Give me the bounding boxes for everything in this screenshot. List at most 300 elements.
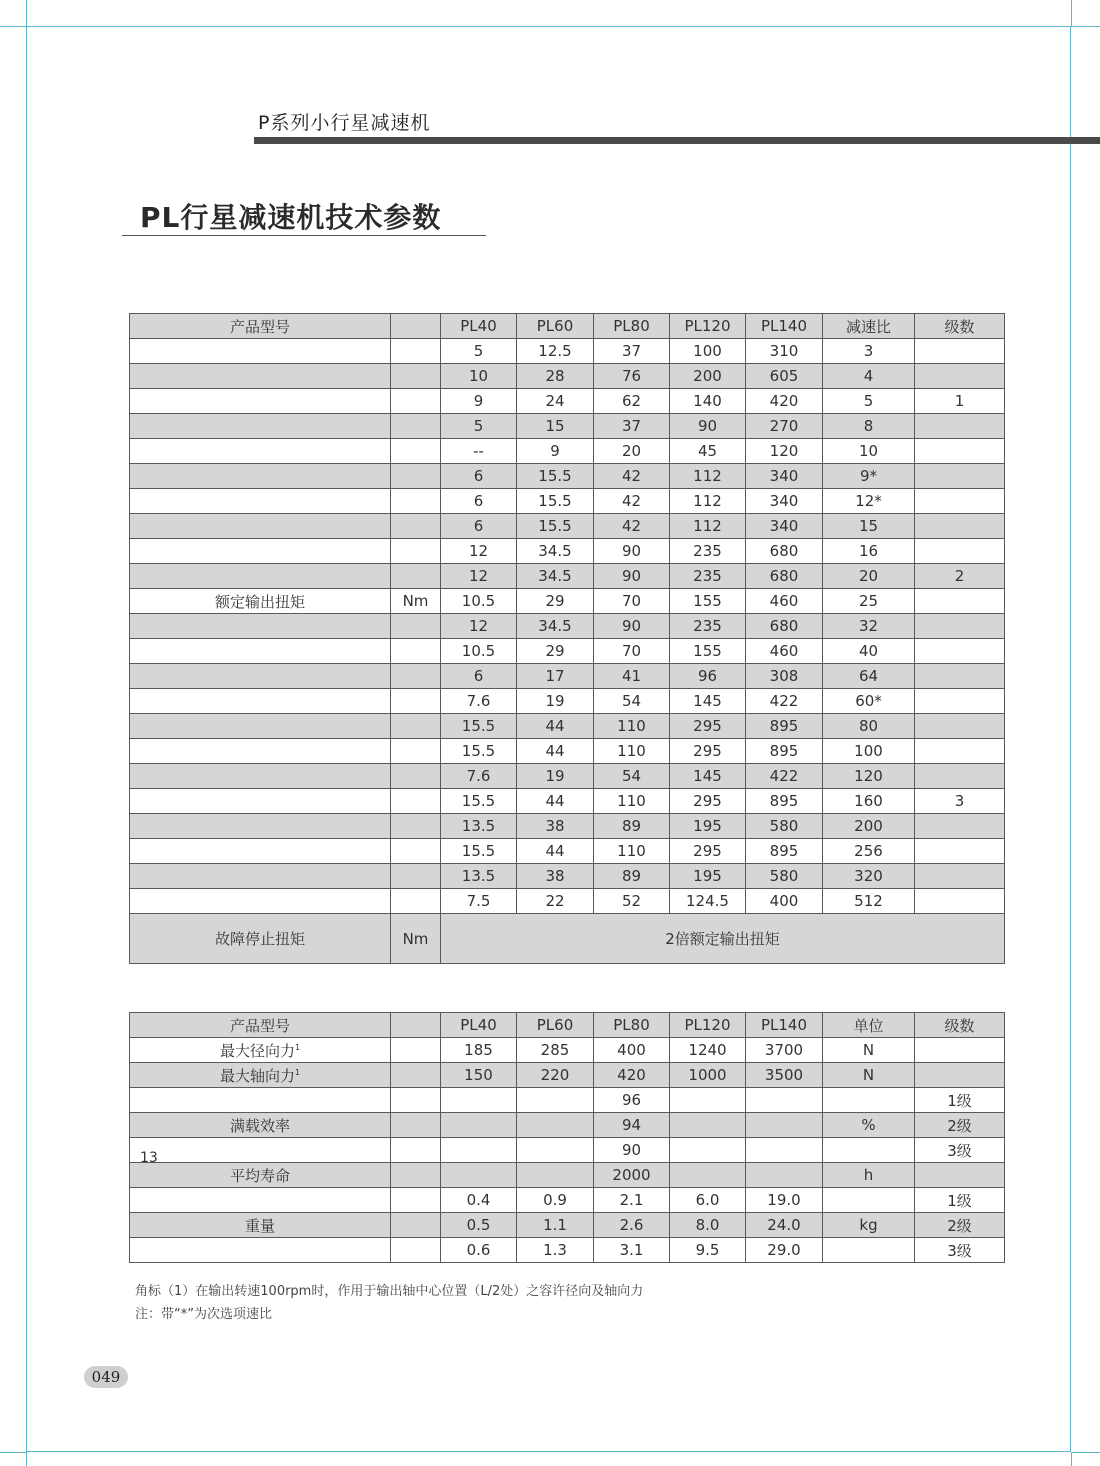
value-cell: 185	[441, 1038, 517, 1063]
value-cell	[391, 1088, 441, 1113]
value-cell: 15.5	[517, 464, 594, 489]
value-cell: 6	[441, 464, 517, 489]
value-cell: 3500	[746, 1063, 823, 1088]
value-cell: 20	[594, 439, 670, 464]
value-cell: 320	[823, 864, 915, 889]
stray-number: 13	[140, 1150, 158, 1166]
value-cell: 32	[823, 614, 915, 639]
value-cell: 19	[517, 689, 594, 714]
value-cell: 10	[823, 439, 915, 464]
value-cell: 17	[517, 664, 594, 689]
value-cell: 580	[746, 864, 823, 889]
label-cell	[130, 789, 391, 814]
value-cell	[823, 1138, 915, 1163]
unit-cell	[391, 639, 441, 664]
value-cell: 29	[517, 589, 594, 614]
torque-table	[129, 313, 1005, 964]
label-cell	[130, 364, 391, 389]
table-row	[130, 1038, 1005, 1063]
table-row	[130, 589, 1005, 614]
header-cell: PL60	[517, 1013, 594, 1038]
series-title: P系列小行星减速机	[258, 112, 431, 134]
value-cell: 460	[746, 589, 823, 614]
value-cell	[915, 589, 1005, 614]
value-cell: 200	[670, 364, 746, 389]
value-cell: 10	[441, 364, 517, 389]
value-cell: 12	[441, 564, 517, 589]
value-cell	[670, 1088, 746, 1113]
value-cell: 9*	[823, 464, 915, 489]
value-cell: 110	[594, 739, 670, 764]
value-cell: 0.6	[441, 1238, 517, 1263]
value-cell: 270	[746, 414, 823, 439]
footnote-marker: 1	[294, 1067, 301, 1077]
unit-cell	[391, 614, 441, 639]
value-cell: 110	[594, 714, 670, 739]
table-header-row	[130, 314, 1005, 339]
table-row	[130, 689, 1005, 714]
value-cell: 285	[517, 1038, 594, 1063]
unit-cell	[391, 414, 441, 439]
value-cell	[915, 689, 1005, 714]
value-cell: 44	[517, 839, 594, 864]
value-cell	[915, 889, 1005, 914]
footnote-marker: 1	[294, 1042, 301, 1052]
header-cell: PL80	[594, 1013, 670, 1038]
value-cell: 3	[915, 789, 1005, 814]
value-cell	[391, 1163, 441, 1188]
value-cell	[391, 1063, 441, 1088]
value-cell: 7.6	[441, 689, 517, 714]
table-row	[130, 564, 1005, 589]
header-cell	[391, 1013, 441, 1038]
unit-cell	[391, 439, 441, 464]
value-cell: 89	[594, 814, 670, 839]
label-cell	[130, 639, 391, 664]
label-cell	[130, 389, 391, 414]
header-cell: PL80	[594, 314, 670, 339]
label-cell	[130, 1063, 391, 1088]
unit-cell: Nm	[391, 914, 441, 964]
table-row	[130, 339, 1005, 364]
value-cell: 512	[823, 889, 915, 914]
value-cell: 90	[594, 1138, 670, 1163]
value-cell: 15.5	[517, 514, 594, 539]
value-cell: 112	[670, 489, 746, 514]
table-header-row	[130, 1013, 1005, 1038]
table-row	[130, 764, 1005, 789]
value-cell	[915, 664, 1005, 689]
value-cell: 15.5	[441, 714, 517, 739]
value-cell	[915, 639, 1005, 664]
value-cell: 340	[746, 464, 823, 489]
value-cell: 110	[594, 789, 670, 814]
table-row	[130, 364, 1005, 389]
value-cell: h	[823, 1163, 915, 1188]
value-cell: 10.5	[441, 639, 517, 664]
value-cell: 100	[670, 339, 746, 364]
unit-cell	[391, 864, 441, 889]
value-cell	[915, 814, 1005, 839]
value-cell	[670, 1113, 746, 1138]
value-cell: 1.1	[517, 1213, 594, 1238]
value-cell: 295	[670, 839, 746, 864]
table-row	[130, 1188, 1005, 1213]
value-cell: 20	[823, 564, 915, 589]
table-row	[130, 464, 1005, 489]
value-cell: 12	[441, 614, 517, 639]
corner-mark	[0, 26, 26, 27]
value-cell: 24	[517, 389, 594, 414]
value-cell: 89	[594, 864, 670, 889]
value-cell: 3级	[915, 1238, 1005, 1263]
unit-cell	[391, 539, 441, 564]
table-row	[130, 1213, 1005, 1238]
value-cell: 44	[517, 789, 594, 814]
value-cell: 680	[746, 564, 823, 589]
value-cell: 37	[594, 339, 670, 364]
value-cell	[823, 1238, 915, 1263]
table-row	[130, 1063, 1005, 1088]
value-cell: 3700	[746, 1038, 823, 1063]
value-cell: 12	[441, 539, 517, 564]
value-cell: 256	[823, 839, 915, 864]
unit-cell	[391, 664, 441, 689]
value-cell: 0.4	[441, 1188, 517, 1213]
value-cell: 7.5	[441, 889, 517, 914]
value-cell	[517, 1088, 594, 1113]
value-cell: 140	[670, 389, 746, 414]
header-cell: PL120	[670, 1013, 746, 1038]
value-cell: 90	[594, 539, 670, 564]
label-cell	[130, 439, 391, 464]
value-cell: 895	[746, 739, 823, 764]
value-cell: 64	[823, 664, 915, 689]
value-cell	[915, 339, 1005, 364]
value-cell: 90	[670, 414, 746, 439]
value-cell: 460	[746, 639, 823, 664]
value-cell: 15.5	[441, 839, 517, 864]
value-cell: 62	[594, 389, 670, 414]
unit-cell	[391, 889, 441, 914]
header-cell: 产品型号	[130, 314, 391, 339]
value-cell	[915, 364, 1005, 389]
table-row	[130, 889, 1005, 914]
value-cell: 1级	[915, 1088, 1005, 1113]
fault-torque-label: 故障停止扭矩	[130, 914, 391, 964]
value-cell	[915, 439, 1005, 464]
label-cell	[130, 1188, 391, 1213]
header-cell: 产品型号	[130, 1013, 391, 1038]
performance-table	[129, 1012, 1005, 1263]
corner-mark	[26, 1452, 27, 1466]
label-cell	[130, 564, 391, 589]
table-row	[130, 414, 1005, 439]
table-row	[130, 664, 1005, 689]
unit-cell	[391, 489, 441, 514]
value-cell: 145	[670, 689, 746, 714]
value-cell: 340	[746, 489, 823, 514]
value-cell: N	[823, 1038, 915, 1063]
value-cell: 6	[441, 664, 517, 689]
value-cell: 2.6	[594, 1213, 670, 1238]
value-cell: 1.3	[517, 1238, 594, 1263]
value-cell: 8.0	[670, 1213, 746, 1238]
table-row	[130, 389, 1005, 414]
label-cell	[130, 414, 391, 439]
value-cell: 45	[670, 439, 746, 464]
table-row	[130, 489, 1005, 514]
row-label: 最大径向力	[219, 1041, 295, 1060]
label-cell	[130, 1113, 391, 1138]
value-cell: 195	[670, 814, 746, 839]
value-cell: 6	[441, 514, 517, 539]
table-row	[130, 439, 1005, 464]
footnote-line: 角标（1）在输出转速100rpm时，作用于输出轴中心位置（L/2处）之容许径向及轴向力	[135, 1284, 644, 1299]
label-cell	[130, 1238, 391, 1263]
table-row	[130, 639, 1005, 664]
table-row	[130, 739, 1005, 764]
rated-torque-label: 额定输出扭矩	[130, 589, 391, 614]
header-cell: PL40	[441, 314, 517, 339]
header-cell: 级数	[915, 1013, 1005, 1038]
label-cell	[130, 489, 391, 514]
value-cell: 34.5	[517, 539, 594, 564]
value-cell	[915, 1063, 1005, 1088]
value-cell: 145	[670, 764, 746, 789]
title-underline	[122, 235, 486, 236]
value-cell: 235	[670, 564, 746, 589]
label-cell	[130, 1038, 391, 1063]
value-cell	[915, 864, 1005, 889]
unit-cell	[391, 364, 441, 389]
value-cell: 5	[441, 339, 517, 364]
value-cell	[441, 1163, 517, 1188]
value-cell	[391, 1238, 441, 1263]
value-cell	[915, 739, 1005, 764]
value-cell: 220	[517, 1063, 594, 1088]
value-cell	[915, 714, 1005, 739]
value-cell: 9	[517, 439, 594, 464]
value-cell: 235	[670, 539, 746, 564]
value-cell	[915, 1163, 1005, 1188]
value-cell: 2	[915, 564, 1005, 589]
value-cell: 80	[823, 714, 915, 739]
value-cell: 155	[670, 639, 746, 664]
value-cell	[670, 1138, 746, 1163]
value-cell: 22	[517, 889, 594, 914]
value-cell	[391, 1213, 441, 1238]
value-cell: 2级	[915, 1113, 1005, 1138]
value-cell: 2级	[915, 1213, 1005, 1238]
table-row	[130, 1163, 1005, 1188]
value-cell: kg	[823, 1213, 915, 1238]
value-cell: 96	[594, 1088, 670, 1113]
value-cell: 400	[746, 889, 823, 914]
value-cell	[915, 764, 1005, 789]
value-cell: 4	[823, 364, 915, 389]
label-cell	[130, 689, 391, 714]
table-row	[130, 1238, 1005, 1263]
value-cell: N	[823, 1063, 915, 1088]
fault-torque-row	[130, 914, 1005, 964]
unit-cell	[391, 814, 441, 839]
value-cell: 42	[594, 514, 670, 539]
unit-cell	[391, 839, 441, 864]
value-cell: 96	[670, 664, 746, 689]
value-cell: 90	[594, 614, 670, 639]
label-cell	[130, 864, 391, 889]
header-cell: PL140	[746, 1013, 823, 1038]
value-cell	[746, 1138, 823, 1163]
value-cell: 195	[670, 864, 746, 889]
value-cell: 10.5	[441, 589, 517, 614]
value-cell: 1	[915, 389, 1005, 414]
table-row	[130, 814, 1005, 839]
value-cell: 5	[823, 389, 915, 414]
value-cell: 0.5	[441, 1213, 517, 1238]
value-cell: 44	[517, 739, 594, 764]
unit-cell	[391, 739, 441, 764]
value-cell: 120	[823, 764, 915, 789]
value-cell: 44	[517, 714, 594, 739]
label-cell	[130, 1163, 391, 1188]
row-label: 重量	[244, 1216, 275, 1235]
value-cell: 120	[746, 439, 823, 464]
row-label: 最大轴向力	[219, 1066, 295, 1085]
value-cell: 0.9	[517, 1188, 594, 1213]
value-cell: 76	[594, 364, 670, 389]
table-row	[130, 514, 1005, 539]
unit-cell	[391, 514, 441, 539]
header-bar	[254, 137, 1100, 144]
fault-torque-value: 2倍额定输出扭矩	[441, 914, 1005, 964]
value-cell: 235	[670, 614, 746, 639]
unit-cell	[391, 389, 441, 414]
value-cell: 38	[517, 814, 594, 839]
value-cell: 3	[823, 339, 915, 364]
value-cell	[391, 1138, 441, 1163]
corner-mark	[1071, 1452, 1072, 1466]
header-cell	[391, 314, 441, 339]
value-cell	[746, 1163, 823, 1188]
value-cell: 310	[746, 339, 823, 364]
value-cell: 42	[594, 489, 670, 514]
value-cell: %	[823, 1113, 915, 1138]
value-cell	[670, 1163, 746, 1188]
value-cell: 680	[746, 614, 823, 639]
value-cell: 7.6	[441, 764, 517, 789]
label-cell	[130, 739, 391, 764]
value-cell: 112	[670, 464, 746, 489]
value-cell: 54	[594, 689, 670, 714]
value-cell	[915, 514, 1005, 539]
value-cell	[746, 1088, 823, 1113]
value-cell: 19	[517, 764, 594, 789]
value-cell	[915, 839, 1005, 864]
value-cell: 12.5	[517, 339, 594, 364]
unit-cell	[391, 339, 441, 364]
header-cell: PL40	[441, 1013, 517, 1038]
label-cell	[130, 839, 391, 864]
corner-mark	[1071, 26, 1100, 27]
table-row	[130, 1113, 1005, 1138]
value-cell	[915, 414, 1005, 439]
value-cell: 6.0	[670, 1188, 746, 1213]
value-cell: 340	[746, 514, 823, 539]
header-cell: PL60	[517, 314, 594, 339]
unit-cell	[391, 564, 441, 589]
value-cell: 15	[517, 414, 594, 439]
table-row	[130, 864, 1005, 889]
value-cell	[823, 1188, 915, 1213]
label-cell	[130, 764, 391, 789]
label-cell	[130, 514, 391, 539]
value-cell: 16	[823, 539, 915, 564]
value-cell: 124.5	[670, 889, 746, 914]
header-cell: 减速比	[823, 314, 915, 339]
unit-cell	[391, 464, 441, 489]
value-cell: 41	[594, 664, 670, 689]
corner-mark	[1071, 0, 1072, 26]
value-cell: 895	[746, 839, 823, 864]
label-cell	[130, 1213, 391, 1238]
footnote-line: 注：带“*”为次选项速比	[135, 1307, 272, 1322]
value-cell	[915, 614, 1005, 639]
header-cell: PL140	[746, 314, 823, 339]
value-cell: 5	[441, 414, 517, 439]
footnotes	[135, 1280, 643, 1326]
label-cell	[130, 339, 391, 364]
value-cell: 40	[823, 639, 915, 664]
value-cell: 6	[441, 489, 517, 514]
value-cell	[441, 1088, 517, 1113]
value-cell: 15.5	[517, 489, 594, 514]
value-cell: 13.5	[441, 814, 517, 839]
value-cell	[915, 539, 1005, 564]
label-cell	[130, 1138, 391, 1163]
value-cell: 34.5	[517, 564, 594, 589]
value-cell: 295	[670, 789, 746, 814]
value-cell	[823, 1088, 915, 1113]
value-cell	[441, 1138, 517, 1163]
value-cell: 15.5	[441, 739, 517, 764]
value-cell: 422	[746, 689, 823, 714]
corner-mark	[1071, 1452, 1100, 1453]
unit-cell	[391, 689, 441, 714]
value-cell: 37	[594, 414, 670, 439]
table-row	[130, 789, 1005, 814]
unit-cell	[391, 764, 441, 789]
label-cell	[130, 889, 391, 914]
row-label: 满载效率	[229, 1116, 290, 1135]
value-cell: 42	[594, 464, 670, 489]
value-cell: 1240	[670, 1038, 746, 1063]
table-row	[130, 614, 1005, 639]
value-cell	[915, 489, 1005, 514]
value-cell: 28	[517, 364, 594, 389]
value-cell: 895	[746, 714, 823, 739]
value-cell: 2000	[594, 1163, 670, 1188]
unit-cell	[391, 714, 441, 739]
table-row	[130, 539, 1005, 564]
value-cell: 605	[746, 364, 823, 389]
value-cell: 13.5	[441, 864, 517, 889]
value-cell: 25	[823, 589, 915, 614]
value-cell: --	[441, 439, 517, 464]
value-cell	[391, 1188, 441, 1213]
value-cell: 29	[517, 639, 594, 664]
